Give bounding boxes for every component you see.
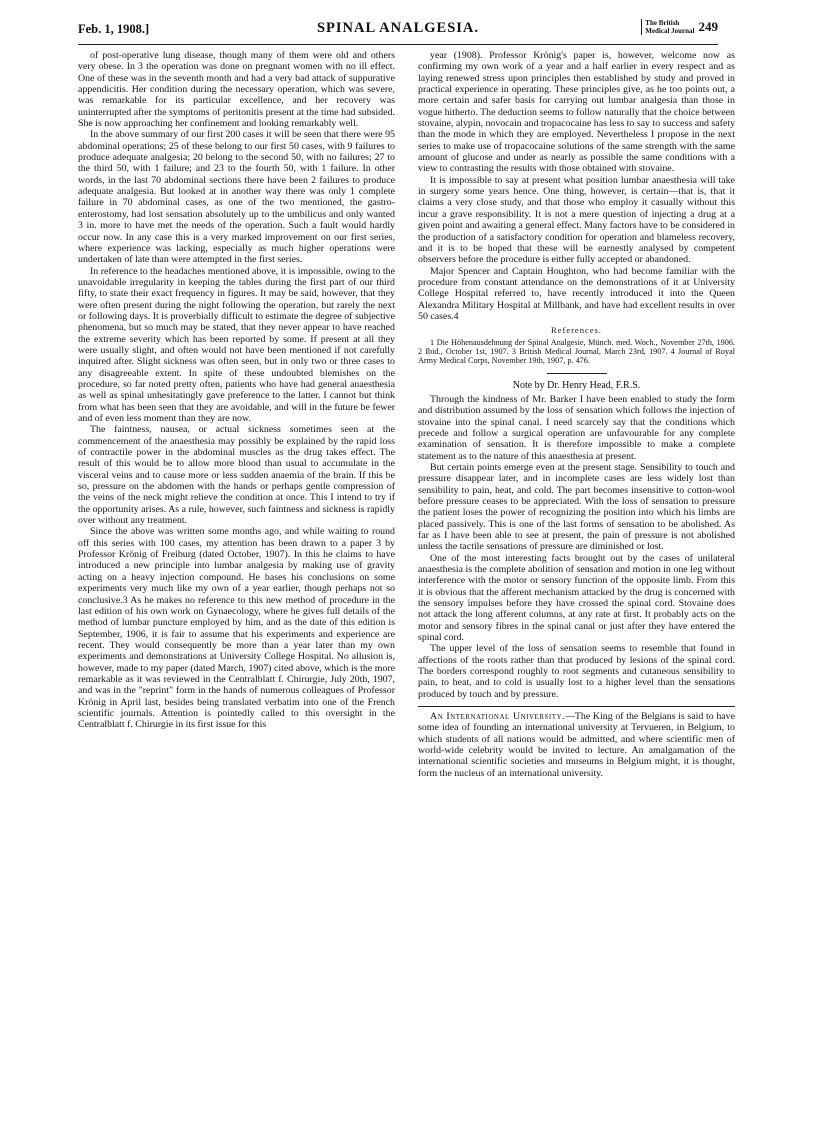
journal-name xyxy=(641,19,694,35)
note-paragraph: Through the kindness of Mr. Barker I have been enabled to study the form and distribution assumed by the loss of sensation which follows the injection of stovaine into the spinal canal. I need scarcely say that the conditions which precede and follow a surgical operation are unfavourable for any complete examination of sensation. It is therefore impossible to make a complete statement as to the nature of this anaesthesia at present. xyxy=(418,393,735,462)
right-column xyxy=(418,50,735,779)
running-title: SPINAL ANALGESIA. xyxy=(316,20,480,36)
section-divider xyxy=(547,373,607,374)
journal-masthead xyxy=(641,19,718,35)
references-list: 1 Die Höhenausdehnung der Spinal Analgesie, Münch. med. Woch., November 27th, 1906. 2 Ibid., October 1st, 1907. 3 British Medical Journal, March 23rd, 1907. 4 Journal of Royal Army Medical Corps, November 19th, 1907, p. 476. xyxy=(418,337,735,366)
paragraph: of post-operative lung disease, though many of them were old and others very obese. In 3 the operation was done on pregnant women with no ill effect. One of these was in the seventh month and had a very bad attack of suppurative appendicitis. Her condition during the necessary operation, which was severe, was remarkable for its particular excellence, and her recovery was uninterrupted after the symptoms of peritonitis present at the time had subsided. She is now approaching her confinement and looking remarkably well. xyxy=(78,50,395,130)
news-item xyxy=(418,711,735,779)
note-paragraph: But certain points emerge even at the present stage. Sensibility to touch and pressure disappear later, and in incomplete cases are less widely lost than sensibility to pain, heat, and cold. The part becomes insensitive to cotton-wool before pressure ceases to be appreciated. With the loss of sensation to pressure the patient loses the power of recognizing the position into which his limbs are placed passively. This is one of the last forms of sensation to be abolished. As far as I have been able to see at present, the pain of pressure is not abolished unless the tactile sensations of pressure are diminished or lost. xyxy=(418,461,735,553)
news-heading: An International University. xyxy=(430,711,566,723)
paragraph: year (1908). Professor Krönig's paper is, however, welcome now as confirming my own work of a year and a half earlier in every respect and as laying renewed stress upon principles then established by study and proved in practical experience in operating. These principles give, as he too points out, a more certain and safer basis for carrying out lumbar analgesia than those in vogue hitherto. The deduction seems to follow naturally that the choice between stovaine, alypin, novocain and tropacocaine has less to say to success and safety than the mode in which they are employed. Nevertheless I propose in the next series to make use of tropacocaine solutions of the same strength with the same amount of glucose and under as nearly as possible the same conditions with a view to contrasting the results with those obtained with stovaine. xyxy=(418,50,736,175)
note-heading: Note by Dr. Henry Head, F.R.S. xyxy=(512,380,641,392)
news-divider xyxy=(418,706,735,707)
paragraph: Since the above was written some months ago, and while waiting to round off this series with 100 cases, my attention has been drawn to a paper 3 by Professor Krönig of Freiburg (dated October, 1907). In this he claims to have introduced a new principle into lumbar analgesia by making use of gravity acting on a heavy injection compound. He bases his conclusions on some experiments very much like my own of a year earlier, though perhaps not so conclusive.3 As he makes no reference to this new method of procedure in the last edition of his own work on Gynaecology, where he gives full details of the method of lumbar puncture employed by him, and as the date of this edition is September, 1906, it is fair to assume that his experiments and experience are recent. They would consequently be more than a year later than my own experiments and demonstrations at University College Hospital. No allusion is, however, made to my paper (dated March, 1907) cited above, which is the more remarkable as it was reviewed in the Centralblatt f. Chirurgie, July 20th, 1907, and was in the "reprint" form in the hands of numerous colleagues of Professor Krönig in April last, besides being translated verbatim into one of the French scientific journals. Attention is pointedly called to this oversight in the Centralblatt f. Chirurgie in its first issue for this xyxy=(78,526,395,731)
left-column xyxy=(78,50,395,731)
journal-name-line-1: The British xyxy=(645,19,680,27)
paragraph: In the above summary of our first 200 cases it will be seen that there were 95 abdominal operations; 25 of these belong to our first 50 cases, with 9 failures to produce adequate analgesia; 20 belong to the second 50, with no failures; 27 to the third 50, with 1 failure; and 23 to the fourth 50, with 1 failure. In other words, in the last 70 abdominal sections there have been 2 failures to produce adequate analgesia. But looked at in another way there was only 1 complete failure in 70 abdominal cases, as one of the two mentioned, the gastro-enterostomy, had lost sensation absolutely up to the umbilicus and only wanted 3 in. more to have met the needs of the operation. Such a fault would hardly occur now. In any case this is a very marked improvement on our first series, where experience was lacking, especially as much higher operations were undertaken of late than were attempted in the first series. xyxy=(78,129,395,266)
paragraph: In reference to the headaches mentioned above, it is impossible, owing to the unavoidable irregularity in keeping the tables during the first part of our third fifty, to state their exact frequency in figures. It may be said, however, that they were often present during the night following the operation, but rarely the next or following days. It is proverbially difficult to estimate the degree of subjective phenomena, but so much may be stated, that they never appear to have reached the extreme severity which has been reported by some. If present at all they were usually slight, and often would not have been mentioned if not carefully inquired after. Slight sickness was often seen, but in only two or three cases to any disagreeable extent. In spite of these undoubted blemishes on the procedure, so far noted pretty often, patients who have had general anaesthesia as well as spinal unhesitatingly gave preference to the latter. I cannot but think from what has been seen that they are avoidable, and will in the future be fewer and of even less moment than they are now. xyxy=(78,265,395,424)
journal-name-line-2: Medical Journal xyxy=(645,27,695,35)
page-number: 249 xyxy=(698,19,718,34)
note-paragraph: The upper level of the loss of sensation seems to resemble that found in affections of the roots rather than that produced by lesions of the spinal cord. The borders correspond roughly to root segments and cutaneous sensibility to pain, to heat, and to cold is usually lost to a higher level than the sensations produced by touch and by pressure. xyxy=(418,643,735,700)
news-body: —The King of the Belgians is said to have some idea of founding an international university at Tervueren, in Belgium, to which students of all nations would be admitted, and where scientific men of world-wide celebrity would be invited to lecture. An amalgamation of the international scientific societies and museums in Belgium might, it is thought, form the nucleus of an international university. xyxy=(418,711,735,779)
paragraph: It is impossible to say at present what position lumbar anaesthesia will take in surgery some years hence. One thing, however, is certain—that is, that it claims a very close study, and that those who employ it casually without this incur a grave responsibility. It is not a mere question of injecting a drug at a given point and awaiting a general effect. Many factors have to be considered in the production of a satisfactory condition for operation and blameless recovery, and it is to be hoped that these will be earnestly analysed by competent observers before the procedure is either fully accepted or abandoned. xyxy=(418,174,735,266)
paragraph: Major Spencer and Captain Houghton, who had become familiar with the procedure from constant attendance on the demonstrations of it at University College Hospital referred to, have recently introduced it into the Queen Alexandra Military Hospital at Millbank, and have had excellent results in over 50 cases.4 xyxy=(418,265,735,322)
references-heading: References. xyxy=(551,325,602,336)
paragraph: The faintness, nausea, or actual sickness sometimes seen at the commencement of the anaesthesia may possibly be explained by the rapid loss of contractile power in the abdominal muscles as the drug takes effect. The result of this would be to allow more blood than usual to accumulate in the visceral veins and to cause more or less sudden anaemia of the brain. If this be so, pressure on the abdomen with the hands or perhaps gentle compression of the veins of the neck might relieve the condition at once. This I intend to try if the opportunity arises. As a rule, however, such faintness and sickness is rapidly over without any treatment. xyxy=(78,424,395,527)
issue-date: Feb. 1, 1908.] xyxy=(78,22,150,36)
page-header xyxy=(78,18,718,45)
note-paragraph: One of the most interesting facts brought out by the cases of unilateral anaesthesia is the complete abolition of sensation and motion in one leg without interference with the motor or sensory function of the opposite limb. From this it is obvious that the afferent mechanism attacked by the drug is concerned with the sensory impulses before they have crossed the spinal cord. Stovaine does not attack the long afferent columns, at any rate at first. It probably acts on the motor and sensory fibres in the spinal canal or just after they have entered the spinal cord. xyxy=(418,552,735,644)
